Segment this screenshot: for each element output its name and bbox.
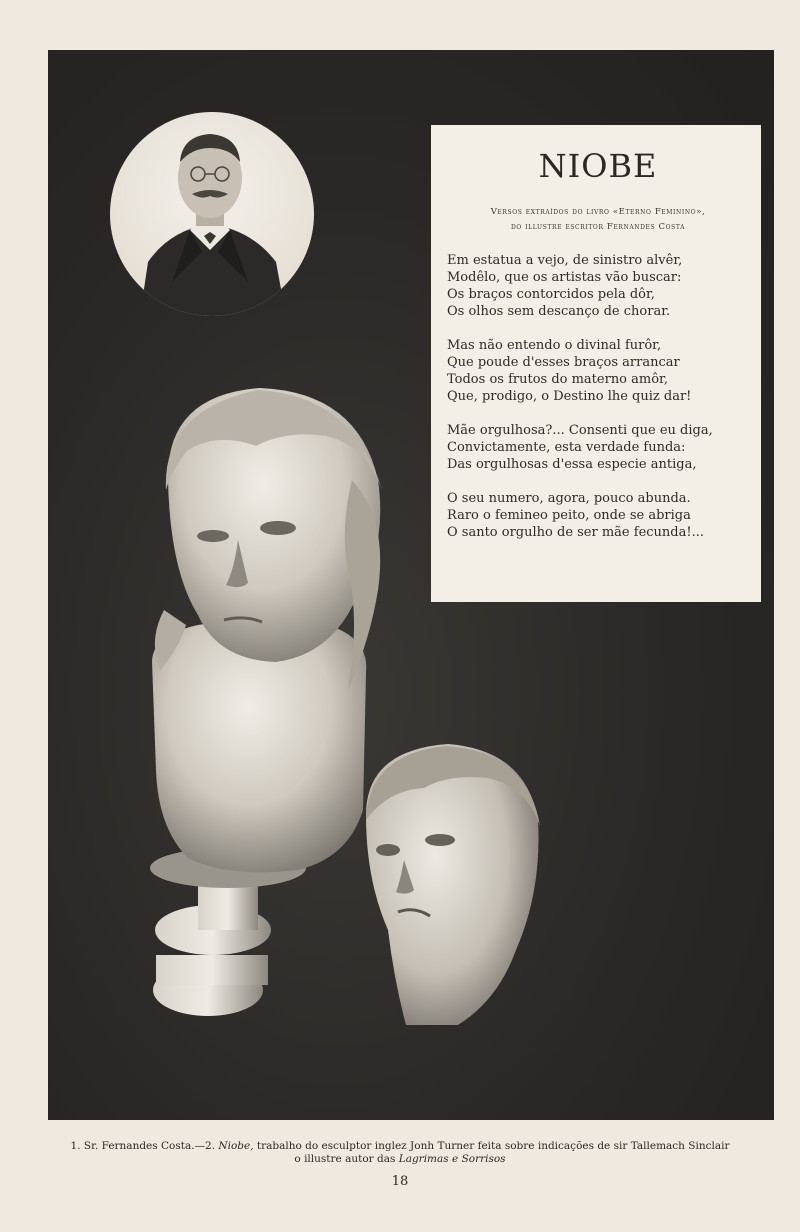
poem-line: Mas não entendo o divinal furôr, <box>447 338 662 353</box>
caption-title-niobe: Niobe, <box>218 1140 254 1152</box>
poem-subtitle-line: do illustre escritor Fernandes Costa <box>510 222 686 232</box>
poem-subtitle <box>447 205 749 235</box>
caption-text: o illustre autor das <box>294 1153 396 1165</box>
poem-line: Os olhos sem descanço de chorar. <box>447 304 671 319</box>
page-number: 18 <box>391 1174 409 1189</box>
poem-line: Em estatua a vejo, de sinistro alvêr, <box>447 253 683 268</box>
poem-subtitle-line: Versos extraídos do livro «Eterno Feminino», <box>490 207 706 217</box>
poem-line: Mãe orgulhosa?... Consenti que eu diga, <box>447 423 713 438</box>
poem-line: Que, prodigo, o Destino lhe quiz dar! <box>447 389 692 404</box>
photo-plate <box>48 50 774 1120</box>
poem-line: Todos os frutos do materno amôr, <box>447 372 668 387</box>
poem-line: Os braços contorcidos pela dôr, <box>447 287 655 302</box>
caption-conjunction: e <box>452 1153 459 1165</box>
poem-line: Modêlo, que os artistas vão buscar: <box>447 270 682 285</box>
caption-work-title: Sorrisos <box>461 1153 506 1165</box>
caption-text: trabalho do esculptor inglez Jonh Turner feita sobre indicações de sir Tallemach Sinclair <box>256 1140 730 1152</box>
poem-title: NIOBE <box>538 147 658 185</box>
poem-line: Raro o femineo peito, onde se abriga <box>447 508 691 523</box>
caption-work-title: Lagrimas <box>398 1153 449 1165</box>
poem-stanza <box>447 252 749 320</box>
poem-line: Que poude d'esses braços arrancar <box>447 355 680 370</box>
poem-stanza <box>447 337 749 405</box>
poem-line: Convictamente, esta verdade funda: <box>447 440 686 455</box>
caption-line <box>40 1153 760 1166</box>
figure-caption <box>40 1140 760 1166</box>
caption-line <box>40 1140 760 1153</box>
poem-line: Das orgulhosas d'essa especie antiga, <box>447 457 697 472</box>
poem-card <box>431 125 761 602</box>
poem-stanza <box>447 422 749 473</box>
caption-text: 1. Sr. Fernandes Costa.—2. <box>70 1140 216 1152</box>
poem-line: O santo orgulho de ser mãe fecunda!... <box>447 525 704 540</box>
poem-line: O seu numero, agora, pouco abunda. <box>447 491 691 506</box>
poem-stanza <box>447 490 749 541</box>
